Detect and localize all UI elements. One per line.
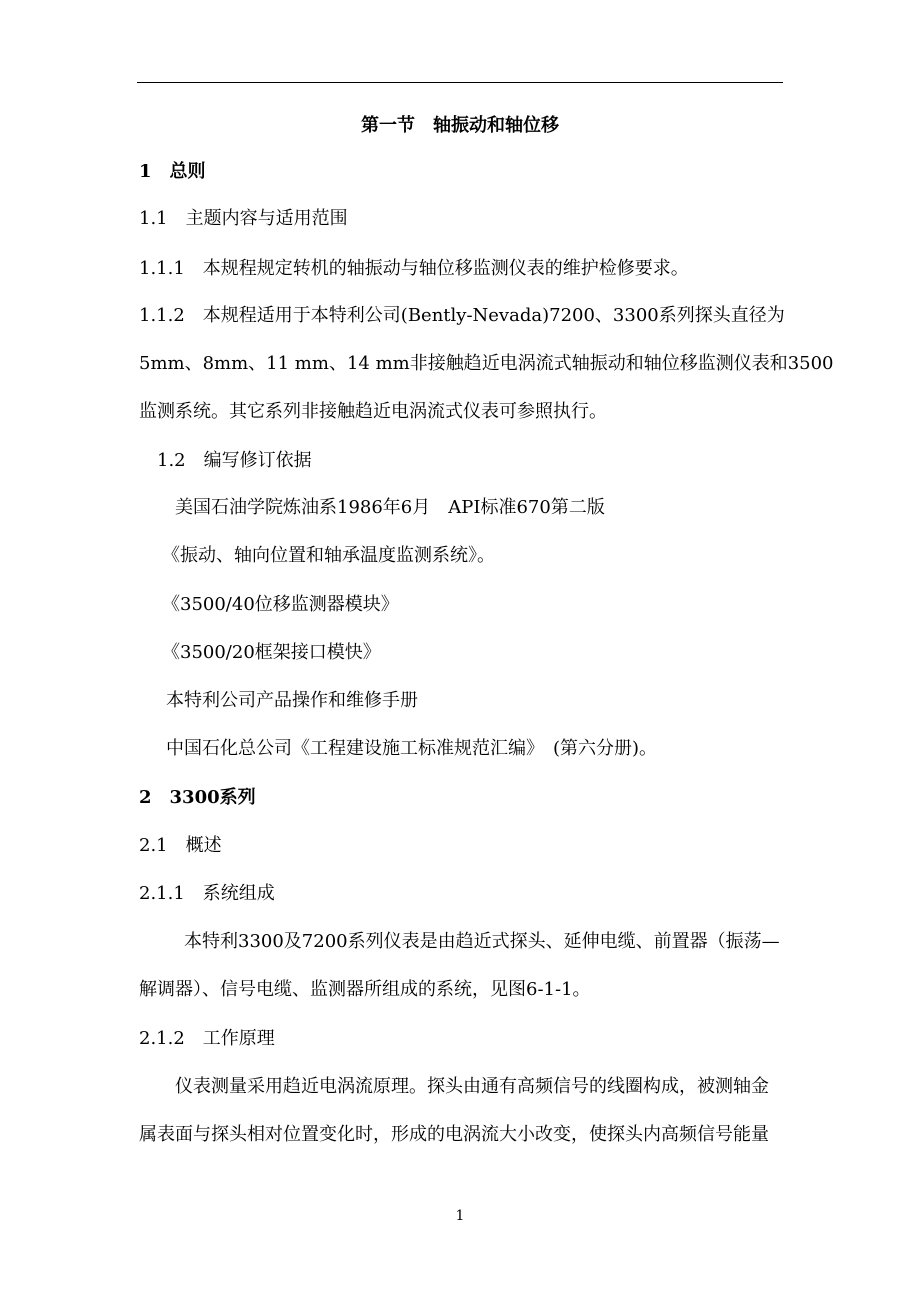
section-title: 第一节 轴振动和轴位移 xyxy=(361,115,559,136)
paragraph-2-1-1-line-1: 本特利3300及7200系列仪表是由趋近式探头、延伸电缆、前置器（振荡— xyxy=(184,931,780,952)
paragraph-2-1-1-line-2: 解调器）、信号电缆、监测器所组成的系统，见图6-1-1。 xyxy=(139,979,591,1000)
page-number: 1 xyxy=(455,1208,465,1224)
reference-api670: 美国石油学院炼油系1986年6月 API标准670第二版 xyxy=(175,497,605,518)
reference-monitoring-system: 《振动、轴向位置和轴承温度监测系统》。 xyxy=(162,545,495,566)
heading-2-1: 2.1 概述 xyxy=(139,835,222,856)
paragraph-2-1-2-line-2: 属表面与探头相对位置变化时，形成的电涡流大小改变，使探头内高频信号能量 xyxy=(139,1124,769,1145)
heading-2-1-2: 2.1.2 工作原理 xyxy=(139,1028,275,1049)
heading-1-2: 1.2 编写修订依据 xyxy=(157,450,312,471)
paragraph-1-1-2-line-2: 5mm、8mm、11 mm、14 mm非接触趋近电涡流式轴振动和轴位移监测仪表和3500 xyxy=(139,353,834,374)
reference-3500-20: 《3500/20框架接口模快》 xyxy=(162,642,381,663)
reference-3500-40: 《3500/40位移监测器模块》 xyxy=(162,594,399,615)
paragraph-2-1-2-line-1: 仪表测量采用趋近电涡流原理。探头由通有高频信号的线圈构成，被测轴金 xyxy=(175,1076,769,1097)
paragraph-1-1-2-line-3: 监测系统。其它系列非接触趋近电涡流式仪表可参照执行。 xyxy=(139,401,607,422)
heading-2-1-1: 2.1.1 系统组成 xyxy=(139,883,275,904)
paragraph-1-1-1: 1.1.1 本规程规定转机的轴振动与轴位移监测仪表的维护检修要求。 xyxy=(139,258,689,279)
heading-2: 2 3300系列 xyxy=(139,787,256,808)
reference-bently-manual: 本特利公司产品操作和维修手册 xyxy=(166,690,418,711)
heading-1: 1 总则 xyxy=(139,161,206,182)
paragraph-1-1-2-line-1: 1.1.2 本规程适用于本特利公司(Bently-Nevada)7200、3300系列探头直径为 xyxy=(139,305,785,326)
reference-sinopec-standards: 中国石化总公司《工程建设施工标准规范汇编》 (第六分册)。 xyxy=(166,738,658,759)
heading-1-1: 1.1 主题内容与适用范围 xyxy=(139,208,348,229)
header-rule xyxy=(137,82,783,83)
